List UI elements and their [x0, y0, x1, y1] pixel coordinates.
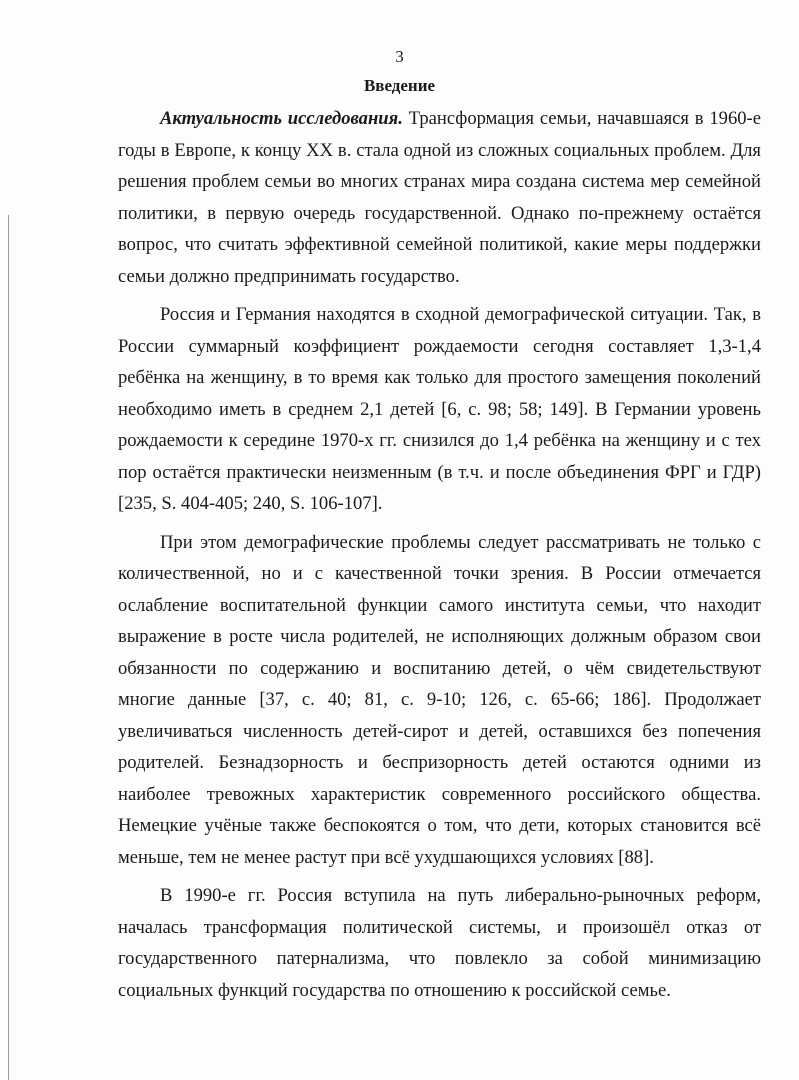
paragraph-lead: Актуальность исследования.: [160, 108, 403, 129]
paragraph-relevance: [118, 103, 761, 292]
paragraph-demography: Россия и Германия находятся в сходной демографической ситуации. Так, в России суммарный коэффициент рождаемости сегодня составляет 1,3-1,4 ребёнка на женщину, в то время как только для простого замещения поколений необходимо иметь в среднем 2,1 детей [6, с. 98; 58; 149]. В Германии уровень рождаемости к середине 1970-х гг. снизился до 1,4 ребёнка на женщину и с тех пор остаётся практически неизменным (в т.ч. и после объединения ФРГ и ГДР) [235, S. 404-405; 240, S. 106-107].: [118, 304, 761, 514]
paragraph-reforms: В 1990-е гг. Россия вступила на путь либерально-рыночных реформ, началась трансформация политической системы, и произошёл отказ от государственного патернализма, что повлекло за собой минимизацию социальных функций государства по отношению к российской семье.: [118, 885, 761, 1001]
scan-edge-line: [8, 215, 9, 1080]
page-number: 3: [395, 47, 404, 66]
page-title: Введение: [363, 76, 436, 95]
paragraph-text: Трансформация семьи, начавшаяся в 1960-е годы в Европе, к концу XX в. стала одной из сложных социальных проблем. Для решения проблем семьи во многих странах мира создана система мер семейной политики, в первую очередь государственной. Однако по-прежнему остаётся вопрос, что считать эффективной семейной политикой, какие меры поддержки семьи должно предпринимать государство.: [118, 108, 761, 287]
body-text: [118, 103, 761, 1013]
paragraph-quality: При этом демографические проблемы следует рассматривать не только с количественной, но и с качественной точки зрения. В России отмечается ослабление воспитательной функции самого института семьи, что находит выражение в росте числа родителей, не исполняющих должным образом свои обязанности по содержанию и воспитанию детей, о чём свидетельствуют многие данные [37, с. 40; 81, с. 9-10; 126, с. 65-66; 186]. Продолжает увеличиваться численность детей-сирот и детей, оставшихся без попечения родителей. Безнадзорность и беспризорность детей остаются одними из наиболее тревожных характеристик современного российского общества. Немецкие учёные также беспокоятся о том, что дети, которых становится всё меньше, тем не менее растут при всё ухудшающихся условиях [88].: [118, 531, 761, 868]
